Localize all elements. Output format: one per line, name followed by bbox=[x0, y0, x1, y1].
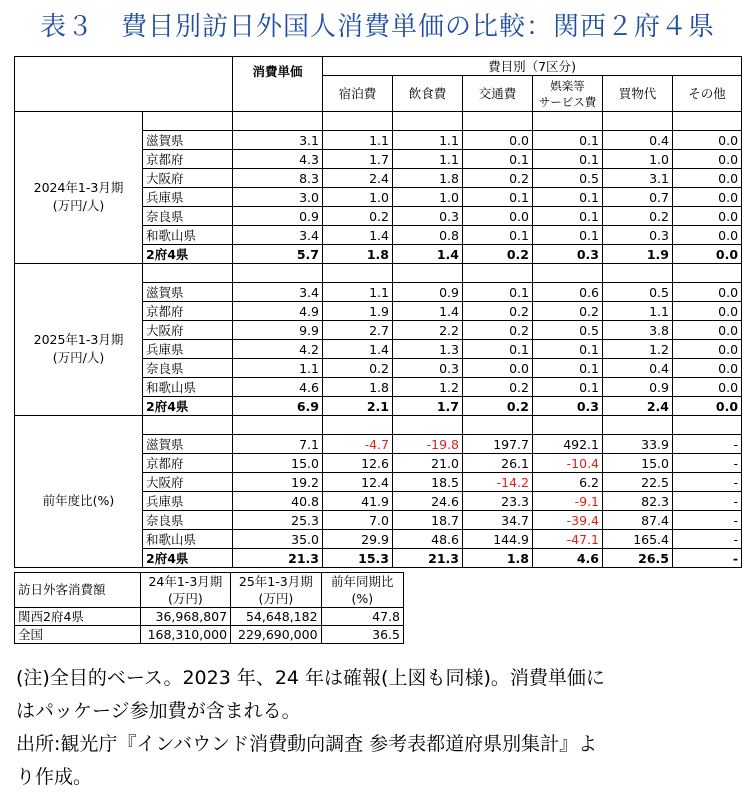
header-category: 交通費 bbox=[463, 76, 533, 112]
prefecture-name: 大阪府 bbox=[143, 321, 233, 340]
prefecture-name: 京都府 bbox=[143, 150, 233, 169]
unit-price-value: 3.1 bbox=[233, 131, 323, 150]
category-value: 0.7 bbox=[603, 188, 673, 207]
category-value: 0.3 bbox=[393, 359, 463, 378]
category-value: 15.0 bbox=[603, 454, 673, 473]
category-value: - bbox=[673, 511, 742, 530]
category-value: 0.0 bbox=[673, 207, 742, 226]
spacer-cell bbox=[673, 112, 742, 131]
spacer-cell bbox=[463, 416, 533, 435]
category-value: 0.1 bbox=[533, 188, 603, 207]
category-value: 0.2 bbox=[463, 302, 533, 321]
spending-col2-line1: 25年1-3月期 bbox=[231, 573, 321, 591]
header-category: 宿泊費 bbox=[323, 76, 393, 112]
spacer-cell bbox=[463, 112, 533, 131]
prefecture-name: 2府4県 bbox=[143, 549, 233, 568]
spending-col3-line1: 前年同期比 bbox=[321, 573, 403, 591]
category-value: 1.3 bbox=[393, 340, 463, 359]
spending-row-national bbox=[15, 626, 404, 644]
header-unit-price: 消費単価 bbox=[233, 57, 323, 112]
prefecture-name: 大阪府 bbox=[143, 473, 233, 492]
category-value: 0.0 bbox=[673, 131, 742, 150]
category-value: 0.0 bbox=[673, 169, 742, 188]
category-value: 1.0 bbox=[393, 188, 463, 207]
category-value: 15.3 bbox=[323, 549, 393, 568]
category-value: 0.4 bbox=[603, 359, 673, 378]
table-row bbox=[15, 435, 742, 454]
category-value: 0.5 bbox=[603, 283, 673, 302]
section-spacer-row bbox=[15, 264, 742, 283]
category-value: 1.1 bbox=[323, 283, 393, 302]
prefecture-name: 和歌山県 bbox=[143, 530, 233, 549]
category-value: 24.6 bbox=[393, 492, 463, 511]
category-value: -10.4 bbox=[533, 454, 603, 473]
category-value: - bbox=[673, 454, 742, 473]
prefecture-name: 滋賀県 bbox=[143, 435, 233, 454]
category-value: 4.6 bbox=[533, 549, 603, 568]
category-value: 1.9 bbox=[323, 302, 393, 321]
category-value: 82.3 bbox=[603, 492, 673, 511]
category-value: - bbox=[673, 530, 742, 549]
category-value: 0.0 bbox=[673, 283, 742, 302]
spending-row-kansai bbox=[15, 608, 404, 626]
spacer-cell bbox=[533, 264, 603, 283]
category-value: 0.1 bbox=[533, 359, 603, 378]
category-value: 0.0 bbox=[673, 302, 742, 321]
spacer-cell bbox=[603, 112, 673, 131]
spacer-cell bbox=[143, 264, 233, 283]
category-value: 0.9 bbox=[603, 378, 673, 397]
category-value: 1.8 bbox=[463, 549, 533, 568]
unit-price-value: 4.3 bbox=[233, 150, 323, 169]
category-value: 0.0 bbox=[673, 359, 742, 378]
unit-price-value: 25.3 bbox=[233, 511, 323, 530]
category-value: 48.6 bbox=[393, 530, 463, 549]
category-value: 0.2 bbox=[463, 378, 533, 397]
spacer-cell bbox=[323, 416, 393, 435]
spending-col1-line1: 24年1-3月期 bbox=[140, 573, 230, 591]
prefecture-name: 奈良県 bbox=[143, 511, 233, 530]
category-value: 0.1 bbox=[533, 378, 603, 397]
category-value: 0.2 bbox=[463, 169, 533, 188]
category-value: 197.7 bbox=[463, 435, 533, 454]
spending-value: 36,968,807 bbox=[140, 608, 230, 626]
category-value: 2.2 bbox=[393, 321, 463, 340]
page-title: 表３ 費目別訪日外国人消費単価の比較：関西２府４県 bbox=[39, 12, 715, 42]
spacer-cell bbox=[15, 112, 143, 131]
prefecture-name: 2府4県 bbox=[143, 397, 233, 416]
category-value: 1.1 bbox=[393, 150, 463, 169]
spending-value: 168,310,000 bbox=[140, 626, 230, 644]
category-value: 21.3 bbox=[393, 549, 463, 568]
category-value: 12.4 bbox=[323, 473, 393, 492]
category-value: 0.1 bbox=[533, 150, 603, 169]
spending-value: 54,648,182 bbox=[231, 608, 321, 626]
spacer-cell bbox=[233, 264, 323, 283]
unit-price-value: 5.7 bbox=[233, 245, 323, 264]
spending-value: 229,690,000 bbox=[231, 626, 321, 644]
spacer-cell bbox=[15, 264, 143, 283]
category-value: 0.2 bbox=[533, 302, 603, 321]
category-value: 0.5 bbox=[533, 321, 603, 340]
unit-price-value: 3.4 bbox=[233, 283, 323, 302]
category-value: 1.0 bbox=[603, 150, 673, 169]
category-value: 0.1 bbox=[533, 207, 603, 226]
category-value: 1.4 bbox=[393, 302, 463, 321]
category-value: 18.5 bbox=[393, 473, 463, 492]
header-category-line: サービス費 bbox=[538, 94, 597, 109]
category-value: -47.1 bbox=[533, 530, 603, 549]
spending-value: 47.8 bbox=[321, 608, 403, 626]
unit-price-value: 40.8 bbox=[233, 492, 323, 511]
unit-price-value: 6.9 bbox=[233, 397, 323, 416]
section-label-line: 2024年1-3月期 bbox=[33, 179, 124, 195]
category-value: - bbox=[673, 435, 742, 454]
category-value: 2.7 bbox=[323, 321, 393, 340]
category-value: 3.8 bbox=[603, 321, 673, 340]
header-category-group: 費目別（7区分) bbox=[323, 57, 742, 76]
spending-row-name: 全国 bbox=[15, 626, 141, 644]
category-value: 0.1 bbox=[463, 226, 533, 245]
category-value: 0.0 bbox=[463, 131, 533, 150]
category-value: 0.1 bbox=[463, 283, 533, 302]
category-value: 0.0 bbox=[463, 359, 533, 378]
category-value: 33.9 bbox=[603, 435, 673, 454]
category-value: 0.3 bbox=[533, 245, 603, 264]
unit-price-value: 3.4 bbox=[233, 226, 323, 245]
prefecture-name: 京都府 bbox=[143, 302, 233, 321]
category-value: 1.2 bbox=[603, 340, 673, 359]
unit-price-value: 4.2 bbox=[233, 340, 323, 359]
prefecture-name: 和歌山県 bbox=[143, 226, 233, 245]
section-spacer-row bbox=[15, 112, 742, 131]
category-value: 23.3 bbox=[463, 492, 533, 511]
section-label-line: (万円/人) bbox=[52, 349, 105, 365]
unit-price-value: 0.9 bbox=[233, 207, 323, 226]
category-value: 0.8 bbox=[393, 226, 463, 245]
category-value: 0.0 bbox=[673, 188, 742, 207]
category-value: 0.0 bbox=[673, 245, 742, 264]
header-category: 買物代 bbox=[603, 76, 673, 112]
spacer-cell bbox=[323, 112, 393, 131]
category-value: 22.5 bbox=[603, 473, 673, 492]
unit-price-value: 15.0 bbox=[233, 454, 323, 473]
spacer-cell bbox=[143, 416, 233, 435]
unit-price-value: 19.2 bbox=[233, 473, 323, 492]
category-value: 0.9 bbox=[393, 283, 463, 302]
category-value: 1.4 bbox=[393, 245, 463, 264]
unit-price-value: 4.9 bbox=[233, 302, 323, 321]
category-value: 0.0 bbox=[673, 397, 742, 416]
category-value: 7.0 bbox=[323, 511, 393, 530]
prefecture-name: 兵庫県 bbox=[143, 340, 233, 359]
unit-price-value: 3.0 bbox=[233, 188, 323, 207]
spending-table bbox=[14, 572, 404, 644]
category-value: 0.2 bbox=[603, 207, 673, 226]
category-value: 0.3 bbox=[393, 207, 463, 226]
unit-price-value: 21.3 bbox=[233, 549, 323, 568]
category-value: 1.2 bbox=[393, 378, 463, 397]
prefecture-name: 滋賀県 bbox=[143, 131, 233, 150]
category-value: -39.4 bbox=[533, 511, 603, 530]
spending-label: 訪日外客消費額 bbox=[15, 573, 141, 608]
category-value: 1.9 bbox=[603, 245, 673, 264]
spacer-cell bbox=[603, 264, 673, 283]
category-value: 0.0 bbox=[463, 207, 533, 226]
category-value: 2.4 bbox=[603, 397, 673, 416]
category-value: 34.7 bbox=[463, 511, 533, 530]
category-value: - bbox=[673, 492, 742, 511]
spending-value: 36.5 bbox=[321, 626, 403, 644]
category-value: -14.2 bbox=[463, 473, 533, 492]
unit-price-value: 35.0 bbox=[233, 530, 323, 549]
table-row bbox=[15, 283, 742, 302]
category-value: - bbox=[673, 473, 742, 492]
category-value: 1.1 bbox=[323, 131, 393, 150]
unit-price-value: 8.3 bbox=[233, 169, 323, 188]
notes bbox=[16, 662, 746, 794]
category-value: 1.7 bbox=[393, 397, 463, 416]
category-value: 1.7 bbox=[323, 150, 393, 169]
category-value: 0.5 bbox=[533, 169, 603, 188]
spacer-cell bbox=[603, 416, 673, 435]
note-line: り作成。 bbox=[16, 766, 93, 788]
category-value: 87.4 bbox=[603, 511, 673, 530]
prefecture-name: 2府4県 bbox=[143, 245, 233, 264]
category-value: 0.0 bbox=[673, 321, 742, 340]
category-value: 0.2 bbox=[463, 321, 533, 340]
category-value: 41.9 bbox=[323, 492, 393, 511]
prefecture-name: 滋賀県 bbox=[143, 283, 233, 302]
spacer-cell bbox=[323, 264, 393, 283]
category-value: -9.1 bbox=[533, 492, 603, 511]
spacer-cell bbox=[143, 112, 233, 131]
header-category: 飲食費 bbox=[393, 76, 463, 112]
category-value: 12.6 bbox=[323, 454, 393, 473]
category-value: 1.1 bbox=[603, 302, 673, 321]
category-value: 2.4 bbox=[323, 169, 393, 188]
category-value: 1.1 bbox=[393, 131, 463, 150]
category-value: 0.6 bbox=[533, 283, 603, 302]
category-value: 1.0 bbox=[323, 188, 393, 207]
note-line: (注)全目的ベース。2023 年、24 年は確報(上図も同様)。消費単価に bbox=[16, 667, 605, 689]
consumption-table bbox=[14, 56, 742, 568]
section-label-line: (万円/人) bbox=[52, 197, 105, 213]
spacer-cell bbox=[673, 264, 742, 283]
spacer-cell bbox=[233, 416, 323, 435]
spacer-cell bbox=[533, 416, 603, 435]
category-value: -4.7 bbox=[323, 435, 393, 454]
section-label-line: 前年度比(%) bbox=[42, 492, 115, 508]
category-value: 0.1 bbox=[463, 340, 533, 359]
spending-col1-line2: (万円) bbox=[140, 590, 230, 608]
category-value: 144.9 bbox=[463, 530, 533, 549]
section-label bbox=[15, 435, 143, 568]
note-line: はパッケージ参加費が含まれる。 bbox=[16, 700, 301, 722]
category-value: 0.1 bbox=[533, 226, 603, 245]
category-value: 0.0 bbox=[673, 226, 742, 245]
section-label-line: 2025年1-3月期 bbox=[33, 331, 124, 347]
category-value: 1.4 bbox=[323, 226, 393, 245]
prefecture-name: 兵庫県 bbox=[143, 188, 233, 207]
category-value: 1.4 bbox=[323, 340, 393, 359]
note-line: 出所:観光庁『インバウンド消費動向調査 参考表都道府県別集計』よ bbox=[16, 733, 598, 755]
spending-row-name: 関西2府4県 bbox=[15, 608, 141, 626]
category-value: 6.2 bbox=[533, 473, 603, 492]
spacer-cell bbox=[393, 112, 463, 131]
header-category: その他 bbox=[673, 76, 742, 112]
spending-col2-line2: (万円) bbox=[231, 590, 321, 608]
prefecture-name: 大阪府 bbox=[143, 169, 233, 188]
prefecture-name: 和歌山県 bbox=[143, 378, 233, 397]
category-value: 1.8 bbox=[323, 245, 393, 264]
unit-price-value: 4.6 bbox=[233, 378, 323, 397]
category-value: 0.3 bbox=[533, 397, 603, 416]
unit-price-value: 7.1 bbox=[233, 435, 323, 454]
category-value: 0.1 bbox=[533, 131, 603, 150]
category-value: 0.0 bbox=[673, 340, 742, 359]
category-value: 0.2 bbox=[463, 397, 533, 416]
header-category bbox=[533, 76, 603, 112]
table-row bbox=[15, 131, 742, 150]
category-value: 492.1 bbox=[533, 435, 603, 454]
category-value: 1.8 bbox=[393, 169, 463, 188]
prefecture-name: 兵庫県 bbox=[143, 492, 233, 511]
category-value: 0.1 bbox=[463, 188, 533, 207]
category-value: 0.2 bbox=[463, 245, 533, 264]
section-label bbox=[15, 131, 143, 264]
category-value: 0.3 bbox=[603, 226, 673, 245]
category-value: 2.1 bbox=[323, 397, 393, 416]
spacer-cell bbox=[463, 264, 533, 283]
category-value: 26.1 bbox=[463, 454, 533, 473]
spacer-cell bbox=[673, 416, 742, 435]
prefecture-name: 奈良県 bbox=[143, 359, 233, 378]
section-label bbox=[15, 283, 143, 416]
category-value: 0.2 bbox=[323, 359, 393, 378]
spacer-cell bbox=[393, 264, 463, 283]
category-value: 0.1 bbox=[463, 150, 533, 169]
category-value: 1.8 bbox=[323, 378, 393, 397]
spacer-cell bbox=[233, 112, 323, 131]
category-value: - bbox=[673, 549, 742, 568]
unit-price-value: 1.1 bbox=[233, 359, 323, 378]
prefecture-name: 奈良県 bbox=[143, 207, 233, 226]
section-spacer-row bbox=[15, 416, 742, 435]
spacer-cell bbox=[15, 416, 143, 435]
category-value: 0.2 bbox=[323, 207, 393, 226]
category-value: 3.1 bbox=[603, 169, 673, 188]
category-value: 18.7 bbox=[393, 511, 463, 530]
category-value: 29.9 bbox=[323, 530, 393, 549]
unit-price-value: 9.9 bbox=[233, 321, 323, 340]
category-value: 0.4 bbox=[603, 131, 673, 150]
spacer-cell bbox=[393, 416, 463, 435]
category-value: 165.4 bbox=[603, 530, 673, 549]
category-value: -19.8 bbox=[393, 435, 463, 454]
category-value: 0.0 bbox=[673, 378, 742, 397]
prefecture-name: 京都府 bbox=[143, 454, 233, 473]
category-value: 21.0 bbox=[393, 454, 463, 473]
category-value: 26.5 bbox=[603, 549, 673, 568]
spending-col3-line2: (%) bbox=[321, 590, 403, 608]
category-value: 0.1 bbox=[533, 340, 603, 359]
category-value: 0.0 bbox=[673, 150, 742, 169]
header-empty-cell bbox=[15, 57, 233, 112]
header-category-line: 娯楽等 bbox=[550, 78, 585, 93]
spacer-cell bbox=[533, 112, 603, 131]
